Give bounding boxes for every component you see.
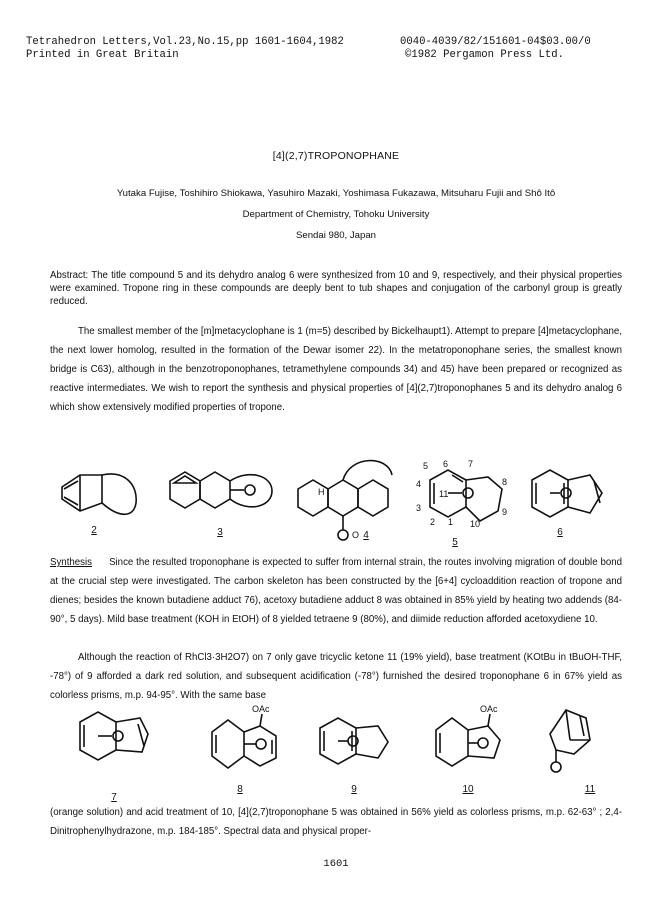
atom-label-1: 1 <box>448 517 454 527</box>
structure-7 <box>80 712 148 760</box>
compound-label-2: 2 <box>91 525 97 536</box>
structure-8 <box>212 714 276 768</box>
address: Sendai 980, Japan <box>295 230 376 241</box>
atom-label-10: 10 <box>470 519 481 529</box>
page-number: 1601 <box>323 858 349 870</box>
structure-11 <box>550 710 590 772</box>
atom-label-2: 2 <box>430 517 436 527</box>
structure-9 <box>320 718 388 764</box>
intro-paragraph: The smallest member of the [m]metacyclophane is 1 (m=5) described by Bickelhaupt1). Attempt to prepare [4]metacyclophane, the next lower homolog, resulted in the formation of the Dewar isomer 22). In the metatroponophane series, the smallest known bridge is C63), although in the benzotroponophanes, tetramethylene compounds 34) and 45) have been prepared or recognized as reactive intermediates. We wish to report the synthesis and physical properties of [4](2,7)troponophanes 5 and its dehydro analog 6 which show extensively modified properties of tropone. <box>50 326 622 413</box>
compound-label-8: 8 <box>237 784 243 795</box>
atom-label-8: 8 <box>502 477 508 487</box>
journal-citation: Tetrahedron Letters,Vol.23,No.15,pp 1601-1604,1982 <box>26 36 344 48</box>
structure-2 <box>62 474 136 514</box>
synthesis-paragraph-2: Although the reaction of RhCl3·3H2O7) on 7 only gave tricyclic ketone 11 (19% yield), base treatment (KOtBu in tBuOH-THF, -78°) of 9 afforded a dark red solution, and subsequent acidification (-78°) furnished the desired troponophane 6 in 67% yield as colorless prisms, m.p. 94-95°. With the same base <box>50 652 622 701</box>
structures-row-1 <box>50 455 622 555</box>
department: Department of Chemistry, Tohoku University <box>242 209 430 220</box>
compound-label-5: 5 <box>452 537 458 548</box>
compound-label-11: 11 <box>584 784 596 795</box>
abstract-label: Abstract: <box>50 270 89 281</box>
atom-label-o-4: O <box>352 530 360 540</box>
continuation-paragraph: (orange solution) and acid treatment of 10, [4](2,7)troponophane 5 was obtained in 56% yield as colorless prisms, m.p. 62-63° ; 2,4-Dinitrophenylhydrazone, m.p. 184-185°. Spectral data and physical proper- <box>50 807 622 837</box>
atom-label-9: 9 <box>502 507 508 517</box>
compound-label-9: 9 <box>351 784 357 795</box>
synthesis-text: Since the resulted troponophane is expected to suffer from internal strain, the routes involving migration of double bond at the crucial step were investigated. The carbon skeleton has been constructed by the [6+4] cycloaddition reaction of tropone and dienes; besides the known butadiene adduct 76), acetoxy butadiene adduct 8 was obtained in 85% yield by heating two addends (84-90°, 5 days). Mild base treatment (KOH in EtOH) of 8 yielded tetraene 9 (80%), and diimide reduction afforded acetoxydiene 10. <box>50 557 622 625</box>
copyright: ©1982 Pergamon Press Ltd. <box>405 49 564 61</box>
atom-label-3: 3 <box>416 503 422 513</box>
compound-label-3: 3 <box>217 527 223 538</box>
page-title: [4](2,7)TROPONOPHANE <box>272 150 400 162</box>
compound-label-10: 10 <box>462 784 474 795</box>
oac-label-8: OAc <box>252 704 270 714</box>
structures-row-2 <box>50 700 622 810</box>
atom-label-h: H <box>318 487 325 497</box>
structure-10 <box>436 714 500 766</box>
oac-label-10: OAc <box>480 704 498 714</box>
compound-label-7: 7 <box>111 792 117 803</box>
atom-label-7: 7 <box>468 459 474 469</box>
atom-label-5: 5 <box>423 461 429 471</box>
synthesis-heading: Synthesis <box>50 557 92 568</box>
atom-label-6: 6 <box>443 459 449 469</box>
structure-6 <box>532 470 602 517</box>
atom-label-11: 11 <box>439 489 449 499</box>
abstract <box>50 269 622 308</box>
atom-label-4: 4 <box>416 479 422 489</box>
abstract-text: The title compound 5 and its dehydro analog 6 were synthesized from 10 and 9, respectively, and their physical properties were examined. Tropone ring in these compounds are deeply bent to tub shapes and conjugation of the carbonyl group is greatly reduced. <box>50 270 622 307</box>
synthesis-paragraph <box>50 553 622 629</box>
compound-label-6: 6 <box>557 527 563 538</box>
structure-3 <box>170 472 272 508</box>
compound-label-4: 4 <box>363 530 369 541</box>
structure-4 <box>298 461 392 540</box>
author-list: Yutaka Fujise, Toshihiro Shiokawa, Yasuhiro Mazaki, Yoshimasa Fukazawa, Mitsuharu Fujii and Shô Itô <box>116 188 556 199</box>
printed-location: Printed in Great Britain <box>26 49 179 61</box>
article-code: 0040-4039/82/151601-04$03.00/0 <box>400 36 591 48</box>
